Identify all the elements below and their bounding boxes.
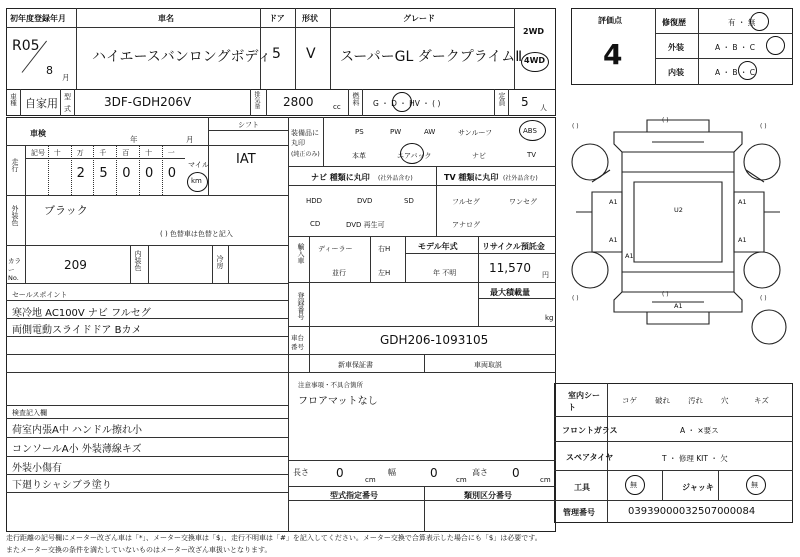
shape: V (306, 46, 316, 62)
mileage-digit-label: 千 (99, 149, 107, 157)
capacity: 5 (521, 95, 529, 109)
import-parallel: 並行 (332, 269, 346, 277)
color-no-label: カラーNo. (8, 257, 21, 282)
chassis-label-1: 車台番号 (291, 334, 304, 351)
footer-line-1: 走行距離の記号欄にメーター改ざん車は「*」、メーター交換車は「$」、走行不明車は「#」を記入してください。メーター交換で合算表示した場合にも「$」は必要です。 (6, 534, 542, 542)
sales-point-2: 両側電動スライドドア Bカメ (12, 325, 142, 336)
mgmt-label: 管理番号 (563, 508, 595, 517)
caution: フロアマットなし (298, 396, 378, 407)
height-label: 高さ (472, 468, 488, 477)
shift-label: シフト (238, 121, 259, 129)
seat-option: 穴 (721, 396, 729, 405)
yen-unit: 円 (542, 271, 549, 279)
right-hand: 右H (378, 245, 391, 253)
tools-label: 工具 (574, 483, 590, 492)
diagram-label: U2 (674, 206, 683, 214)
fuel-label: 燃料 (352, 92, 360, 106)
jack-label: ジャッキ (682, 483, 714, 492)
equip-label-2: 丸印 (291, 139, 305, 147)
seat-option: キズ (754, 396, 769, 405)
color-no: 209 (64, 258, 87, 272)
repair-circle (750, 12, 769, 31)
navi-dvd-play: DVD 再生可 (346, 221, 385, 229)
footer-line-2: またメーター交換の条件を満たしていないものはメーター改ざん車扱いとなります。 (6, 546, 272, 554)
manual-label: 車両取説 (474, 361, 502, 369)
equip-tv: TV (527, 151, 537, 159)
length-cm: cm (365, 476, 376, 484)
diagram-label: A1 (738, 198, 747, 206)
usage: 自家用 (25, 97, 58, 110)
model-label-2: 式 (64, 105, 71, 113)
exterior-circle (766, 36, 785, 55)
mgmt-number: 03939000032507000084 (628, 506, 756, 517)
inspector-note-3: 外装小傷有 (12, 463, 62, 474)
model-year-unknown: 年 不明 (433, 269, 457, 277)
seat-option: 汚れ (688, 396, 703, 405)
tools-value: 無 (630, 481, 637, 489)
door-label: ドア (269, 14, 285, 23)
tv-analog: アナログ (452, 221, 480, 229)
drive-2wd: 2WD (523, 27, 545, 36)
navi-sd: SD (404, 197, 414, 205)
reg-era: R05 (12, 38, 40, 54)
svg-text:( ): ( ) (760, 123, 767, 130)
mileage-digit-label: 記号 (31, 149, 45, 157)
reg-number-label: 登録番号 (297, 292, 305, 320)
cold-label: 冷房 (216, 255, 224, 269)
navi-dvd: DVD (357, 197, 373, 205)
mileage-digit-label: 一 (167, 149, 175, 157)
import-dealer: ディーラー (318, 245, 353, 253)
score: 4 (603, 38, 623, 71)
mile-label: マイル (188, 161, 209, 169)
equip-label-1: 装備品に (291, 129, 319, 137)
repair-options: 有 ・ 無 (728, 18, 756, 27)
model-label-1: 型 (64, 93, 71, 101)
car-name-label: 車名 (158, 14, 174, 23)
navi-label: ナビ 種類に丸印 (311, 173, 370, 182)
diagram-label: A1 (674, 302, 683, 310)
navi-hdd: HDD (306, 197, 323, 205)
equip-label-3: (純正のみ) (291, 151, 320, 158)
svg-text:( ): ( ) (662, 291, 669, 298)
model-code: 3DF-GDH206V (104, 95, 192, 109)
exterior-label: 外装 (668, 43, 684, 52)
mileage-digit: 2 (76, 166, 85, 181)
interior-circle (738, 61, 757, 80)
kg-unit: kg (545, 314, 554, 322)
doors: 5 (272, 46, 281, 62)
mileage-digit: 0 (145, 166, 154, 181)
windshield-options: A ・ ×要ス (680, 426, 719, 435)
shift: IAT (236, 152, 256, 167)
length: 0 (336, 466, 344, 480)
fuel-circle (392, 92, 412, 112)
warranty-label: 新車保証書 (338, 361, 373, 369)
spec-row (6, 89, 556, 116)
mileage-digit: 0 (122, 166, 131, 181)
tv-fullseg: フルセグ (452, 198, 480, 206)
mileage-digit: 0 (167, 166, 177, 181)
grade: スーパーGL ダークプライムⅡ (340, 49, 523, 65)
seat-option: コゲ (622, 396, 637, 405)
max-load-label: 最大積載量 (490, 288, 530, 297)
tv-oneseg: ワンセグ (509, 198, 537, 206)
caution-label: 注意事項・不具合箇所 (298, 381, 363, 389)
spare-options: T ・ 修理 KIT ・ 欠 (662, 454, 728, 463)
car-damage-diagram (562, 112, 794, 370)
equip-navi: ナビ (472, 152, 486, 160)
reg-year-label: 初年度登録年月 (10, 14, 66, 23)
color: ブラック (44, 204, 88, 217)
inspector-note-4: 下廻りシャシブラ塗り (12, 480, 112, 491)
model-year-label: モデル年式 (418, 242, 458, 251)
height: 0 (512, 466, 520, 480)
diagram-label: A1 (625, 252, 634, 260)
diagram-label: A1 (609, 236, 618, 244)
inspector-note-1: 荷室内張A中 ハンドル擦れ小 (12, 425, 143, 436)
spare-label: スペアタイヤ (566, 453, 614, 462)
sales-point-1: 寒冷地 AC100V ナビ フルセグ (12, 308, 151, 319)
interior-seat-label: 室内シート (568, 391, 600, 412)
color-change: ( ) 色替車は色替と記入 (160, 230, 233, 238)
jack-value: 無 (751, 481, 758, 489)
interior-color-label: 内装色 (134, 250, 142, 271)
inspection-label: 車検 (30, 129, 46, 138)
width: 0 (430, 466, 438, 480)
equip-leather: 本革 (352, 152, 366, 160)
windshield-label: フロントガラス (562, 426, 618, 435)
length-label: 長さ (293, 468, 309, 477)
equip-airbag: エアバック (397, 152, 432, 160)
recycle-label: リサイクル預託金 (482, 242, 545, 251)
svg-text:( ): ( ) (760, 295, 767, 302)
width-cm: cm (456, 476, 467, 484)
usage-label-1: 車種 (9, 93, 17, 106)
repair-label: 修復歴 (662, 18, 686, 27)
km-label: km (191, 177, 202, 185)
inspection-month-unit: 月 (186, 135, 194, 144)
car-name: ハイエースバンロングボディ (92, 49, 272, 65)
score-label: 評価点 (598, 16, 622, 25)
width-label: 幅 (388, 468, 396, 477)
navi-cd: CD (310, 220, 321, 228)
shape-label: 形状 (302, 14, 318, 23)
interior-options: A ・ B ・ C (715, 68, 756, 77)
equip-ps: PS (355, 128, 364, 136)
interior-label: 内装 (668, 68, 684, 77)
category-number-label: 類別区分番号 (464, 491, 512, 500)
inspector-note-2: コンソールA小 外装薄線キズ (12, 444, 142, 455)
svg-text:( ): ( ) (662, 117, 669, 124)
mileage-digit-label: 十 (53, 149, 61, 157)
mileage-digit-label: 百 (122, 149, 130, 157)
exterior-options: A ・ B ・ C (715, 43, 756, 52)
sales-point-label: セールスポイント (12, 291, 68, 299)
svg-text:( ): ( ) (572, 295, 579, 302)
mileage-label: 走行 (11, 158, 19, 172)
displacement-label: 排気量 (253, 91, 260, 109)
equip-abs: ABS (523, 127, 537, 135)
diagram-label: A1 (609, 198, 618, 206)
equip-aw: AW (424, 128, 436, 136)
cc-unit: cc (333, 103, 341, 111)
drive-4wd: 4WD (524, 56, 546, 65)
capacity-label: 定員 (498, 92, 506, 106)
inspection-year-unit: 年 (130, 135, 138, 144)
import-label: 輸入車 (297, 243, 305, 264)
inspector-label: 検査記入欄 (12, 409, 47, 417)
height-cm: cm (540, 476, 551, 484)
left-hand: 左H (378, 269, 391, 277)
diagram-label: A1 (738, 236, 747, 244)
fuel-options: G ・ D ・ HV ・ ( ) (373, 99, 441, 108)
displacement: 2800 (283, 95, 314, 109)
type-designation-label: 型式指定番号 (330, 491, 378, 500)
navi-note: (社外品含む) (378, 175, 413, 182)
person-unit: 人 (540, 104, 547, 112)
mileage-digit-label: 十 (145, 149, 152, 157)
reg-month: 8 (46, 64, 53, 77)
chassis-number: GDH206-1093105 (380, 333, 489, 347)
equip-pw: PW (390, 128, 402, 136)
tv-label: TV 種類に丸印 (444, 173, 499, 182)
mileage-digit: 5 (99, 166, 108, 181)
mileage-digit-label: 万 (76, 149, 84, 157)
seat-option: 破れ (655, 396, 670, 405)
equip-sunroof: サンルーフ (458, 129, 493, 137)
svg-text:( ): ( ) (572, 123, 579, 130)
color-label: 外装色 (11, 205, 19, 226)
grade-label: グレード (403, 14, 435, 23)
month-unit: 月 (62, 73, 70, 82)
recycle-value: 11,570 (489, 261, 531, 275)
tv-note: (社外品含む) (503, 175, 538, 182)
